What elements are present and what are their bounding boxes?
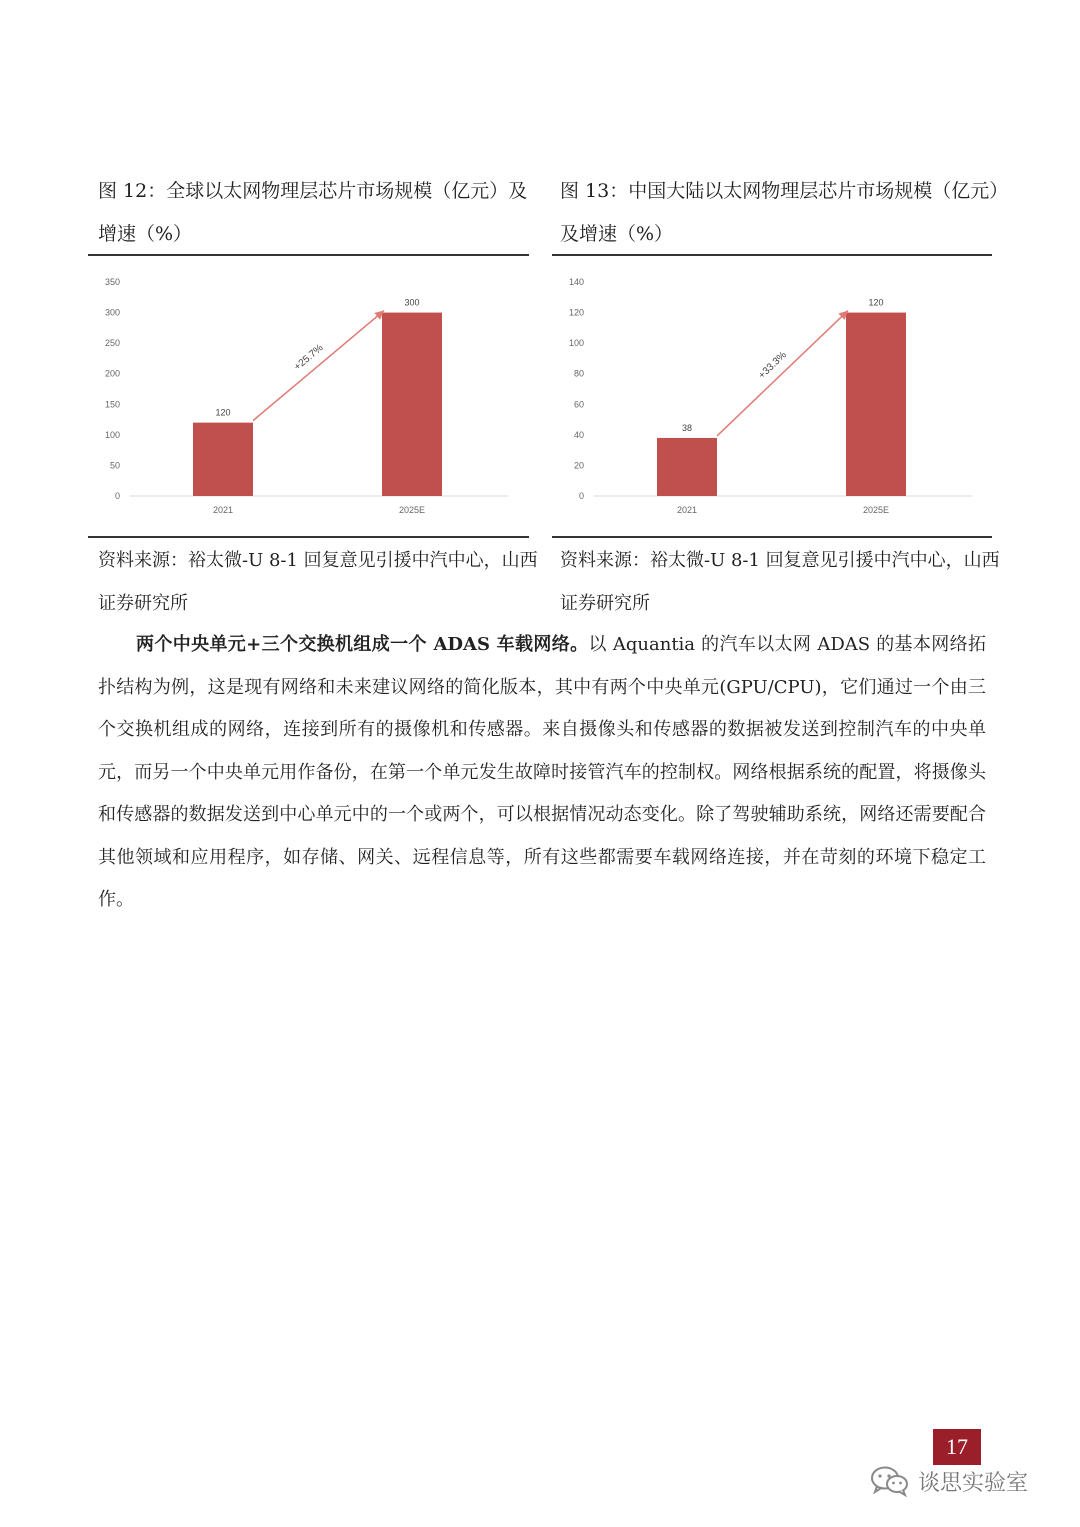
wechat-icon [870, 1465, 910, 1497]
figure-13-source: 资料来源：裕太微-U 8-1 回复意见引援中汽中心，山西证券研究所 [560, 550, 1000, 614]
figure-12-caption: 图 12：全球以太网物理层芯片市场规模（亿元）及增速（%） [98, 180, 528, 245]
fig13-bar [657, 438, 717, 496]
fig12-ytick-label: 150 [104, 399, 120, 410]
fig13-ytick-label: 80 [573, 368, 584, 379]
fig13-growth-arrow [717, 311, 848, 436]
fig12-ytick-label: 350 [104, 277, 120, 287]
fig13-bar [846, 313, 906, 496]
figure-13-top-rule [552, 254, 992, 256]
fig13-data-label: 120 [868, 297, 884, 308]
figure-13-chart [552, 268, 992, 530]
fig12-growth-arrow [253, 311, 384, 421]
figure-12-bottom-rule [88, 536, 529, 538]
fig13-data-label: 38 [681, 422, 693, 433]
fig12-data-label: 120 [215, 407, 231, 418]
fig13-ytick-label: 140 [568, 277, 584, 287]
fig13-category-label: 2021 [676, 505, 698, 515]
fig12-ytick-label: 100 [104, 429, 120, 440]
watermark [870, 1463, 1028, 1499]
fig12-ytick-label: 0 [114, 491, 120, 501]
fig12-ytick-label: 250 [104, 338, 120, 349]
fig13-growth-annotation: +33.3% [756, 349, 789, 382]
watermark-text: 谈思实验室 [918, 1470, 1029, 1496]
fig12-ytick-label: 300 [104, 307, 120, 318]
figure-12-source: 资料来源：裕太微-U 8-1 回复意见引援中汽中心，山西证券研究所 [98, 550, 538, 614]
figure-13-caption: 图 13：中国大陆以太网物理层芯片市场规模（亿元）及增速（%） [560, 180, 999, 245]
body-paragraph [98, 624, 986, 922]
fig13-ytick-label: 60 [573, 399, 584, 410]
fig12-growth-annotation: +25.7% [292, 342, 326, 373]
body-text: 以 Aquantia 的汽车以太网 ADAS 的基本网络拓扑结构为例，这是现有网络和未来建议网络的简化版本，其中有两个中央单元(GPU/CPU)，它们通过一个由三个交换机组成的网络，连接到所有的摄像机和传感器。来自摄像头和传感器的数据被发送到控制汽车的中央单元，而另一个中央单元用作备份，在第一个单元发生故障时接管汽车的控制权。网络根据系统的配置，将摄像头和传感器的数据发送到中心单元中的一个或两个，可以根据情况动态变化。除了驾驶辅助系统，网络还需要配合其他领域和应用程序，如存储、网关、远程信息等，所有这些都需要车载网络连接，并在苛刻的环境下稳定工作。 [98, 634, 987, 910]
fig12-bar [382, 313, 442, 496]
fig13-ytick-label: 40 [573, 429, 584, 440]
figure-12-chart [88, 268, 529, 530]
fig13-ytick-label: 0 [578, 491, 584, 501]
fig13-category-label: 2025E [862, 505, 890, 515]
fig12-ytick-label: 50 [109, 460, 120, 471]
body-lead-bold: 两个中央单元+三个交换机组成一个 ADAS 车载网络。 [136, 634, 589, 655]
fig12-category-label: 2021 [212, 505, 234, 515]
page-number: 17 [933, 1429, 981, 1465]
fig12-bar [193, 423, 253, 496]
fig12-data-label: 300 [404, 297, 420, 308]
fig13-ytick-label: 20 [573, 460, 584, 471]
fig12-ytick-label: 200 [104, 368, 120, 379]
figure-13-bottom-rule [552, 536, 992, 538]
fig12-category-label: 2025E [398, 505, 426, 515]
fig13-ytick-label: 100 [568, 338, 584, 349]
figure-12-top-rule [88, 254, 529, 256]
fig13-ytick-label: 120 [568, 307, 584, 318]
